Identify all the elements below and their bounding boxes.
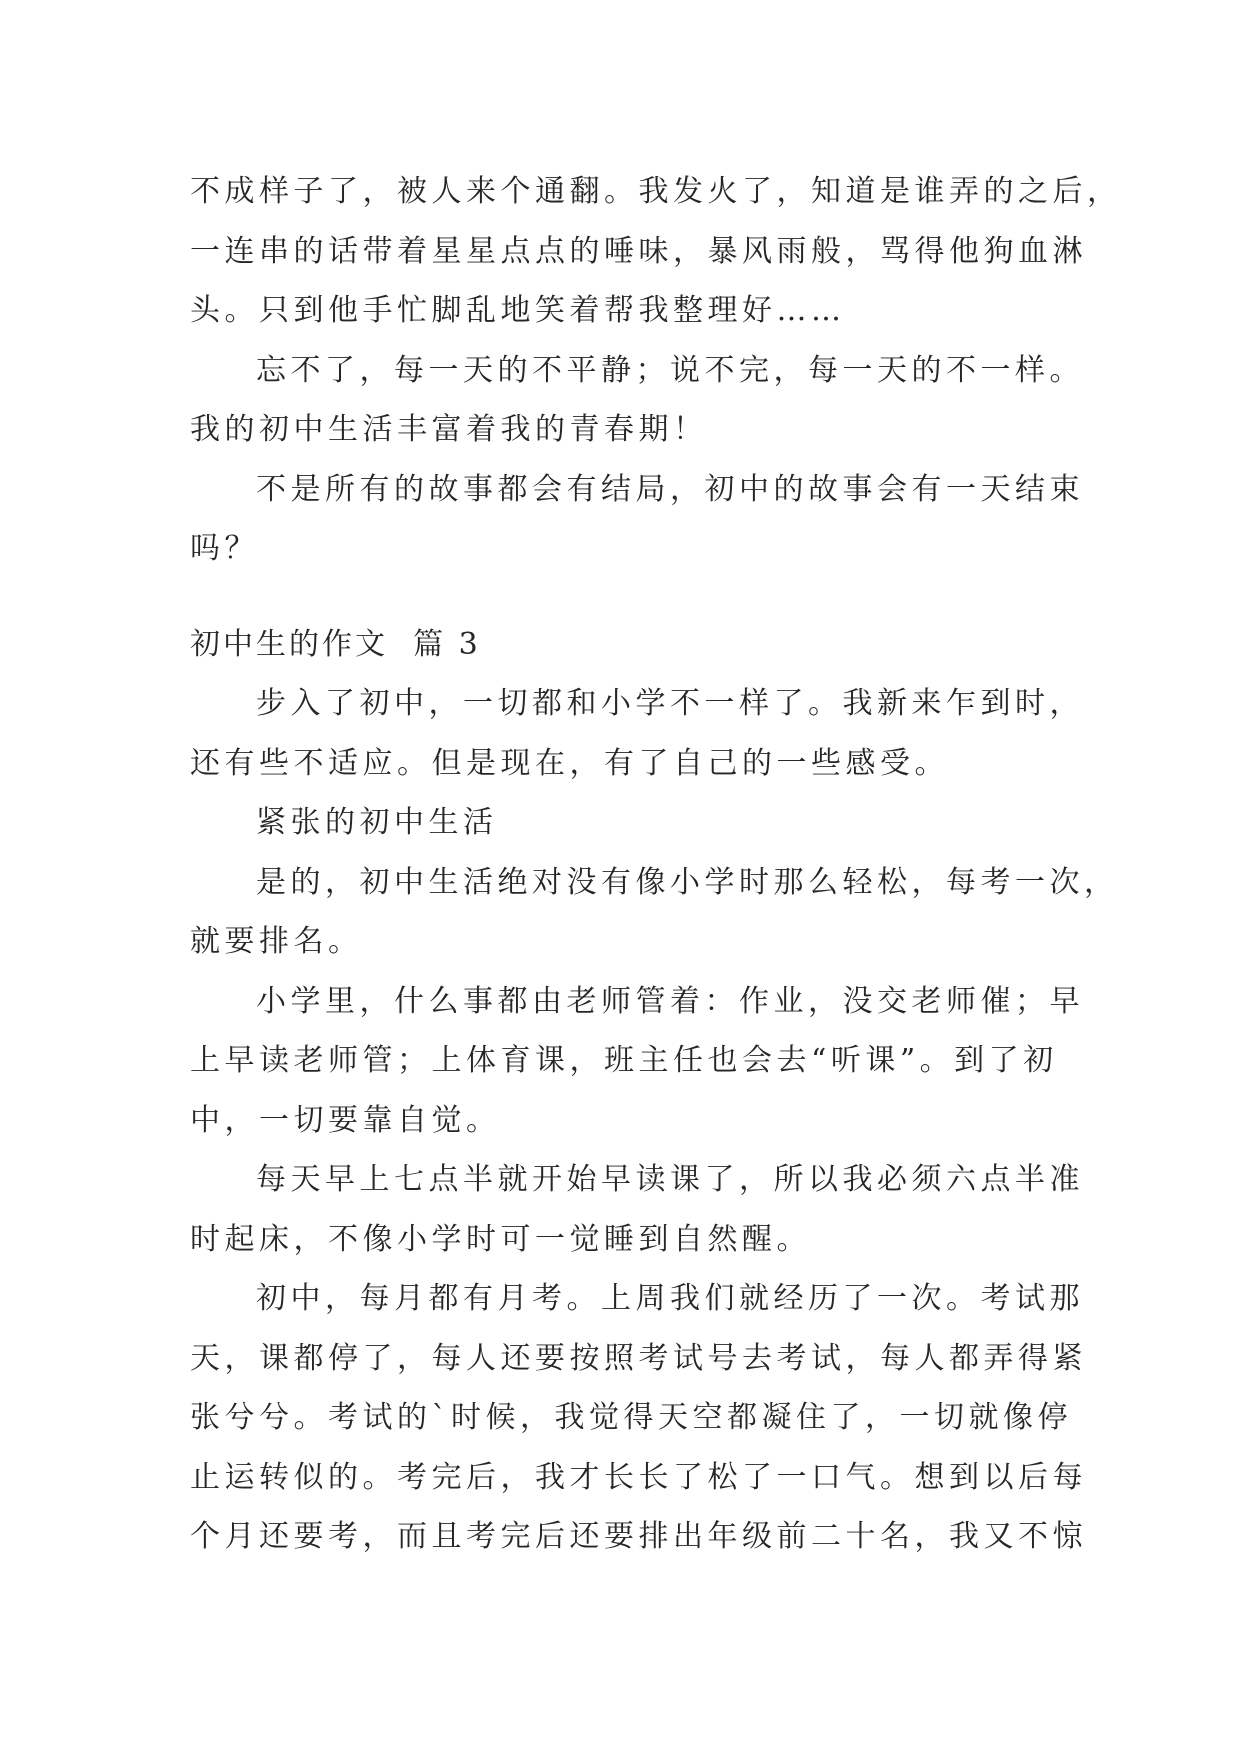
paragraph-line: 小学里，什么事都由老师管着：作业，没交老师催；早	[256, 983, 1084, 1019]
paragraph-line: 就要排名。	[190, 924, 363, 959]
paragraph-line: 不成样子了，被人来个通翻。我发火了，知道是谁弄的之后，	[190, 174, 1122, 209]
section-heading: 初中生的作文 篇 3	[190, 626, 481, 662]
paragraph-line: 我的初中生活丰富着我的青春期！	[190, 412, 708, 447]
paragraph-line: 吗？	[190, 531, 259, 566]
paragraph-line: 上早读老师管；上体育课，班主任也会去“听课”。到了初	[190, 1043, 1058, 1078]
paragraph-line: 张兮兮。考试的`时候，我觉得天空都凝住了，一切就像停	[190, 1400, 1072, 1435]
subheading-line: 紧张的初中生活	[256, 805, 498, 840]
section-spacer	[190, 579, 1070, 615]
paragraph-line: 步入了初中，一切都和小学不一样了。我新来乍到时，	[256, 686, 1084, 721]
paragraph-line: 个月还要考，而且考完后还要排出年级前二十名，我又不惊	[190, 1519, 1087, 1554]
paragraph-line: 忘不了，每一天的不平静；说不完，每一天的不一样。	[256, 352, 1084, 388]
paragraph-line: 初中，每月都有月考。上周我们就经历了一次。考试那	[256, 1281, 1084, 1316]
paragraph-line: 不是所有的故事都会有结局，初中的故事会有一天结束	[256, 471, 1084, 507]
paragraph-line: 每天早上七点半就开始早读课了，所以我必须六点半准	[256, 1162, 1084, 1197]
document-body	[190, 162, 1122, 1567]
paragraph-line: 中，一切要靠自觉。	[190, 1102, 501, 1138]
paragraph-line: 天，课都停了，每人还要按照考试号去考试，每人都弄得紧	[190, 1340, 1087, 1376]
paragraph-line: 时起床，不像小学时可一觉睡到自然醒。	[190, 1221, 811, 1257]
paragraph-line: 是的，初中生活绝对没有像小学时那么轻松，每考一次，	[256, 864, 1119, 900]
paragraph-line: 还有些不适应。但是现在，有了自己的一些感受。	[190, 745, 949, 781]
paragraph-line: 头。只到他手忙脚乱地笑着帮我整理好……	[190, 293, 846, 328]
paragraph-line: 止运转似的。考完后，我才长长了松了一口气。想到以后每	[190, 1459, 1087, 1495]
paragraph-line: 一连串的话带着星星点点的唾味，暴风雨般，骂得他狗血淋	[190, 233, 1087, 269]
